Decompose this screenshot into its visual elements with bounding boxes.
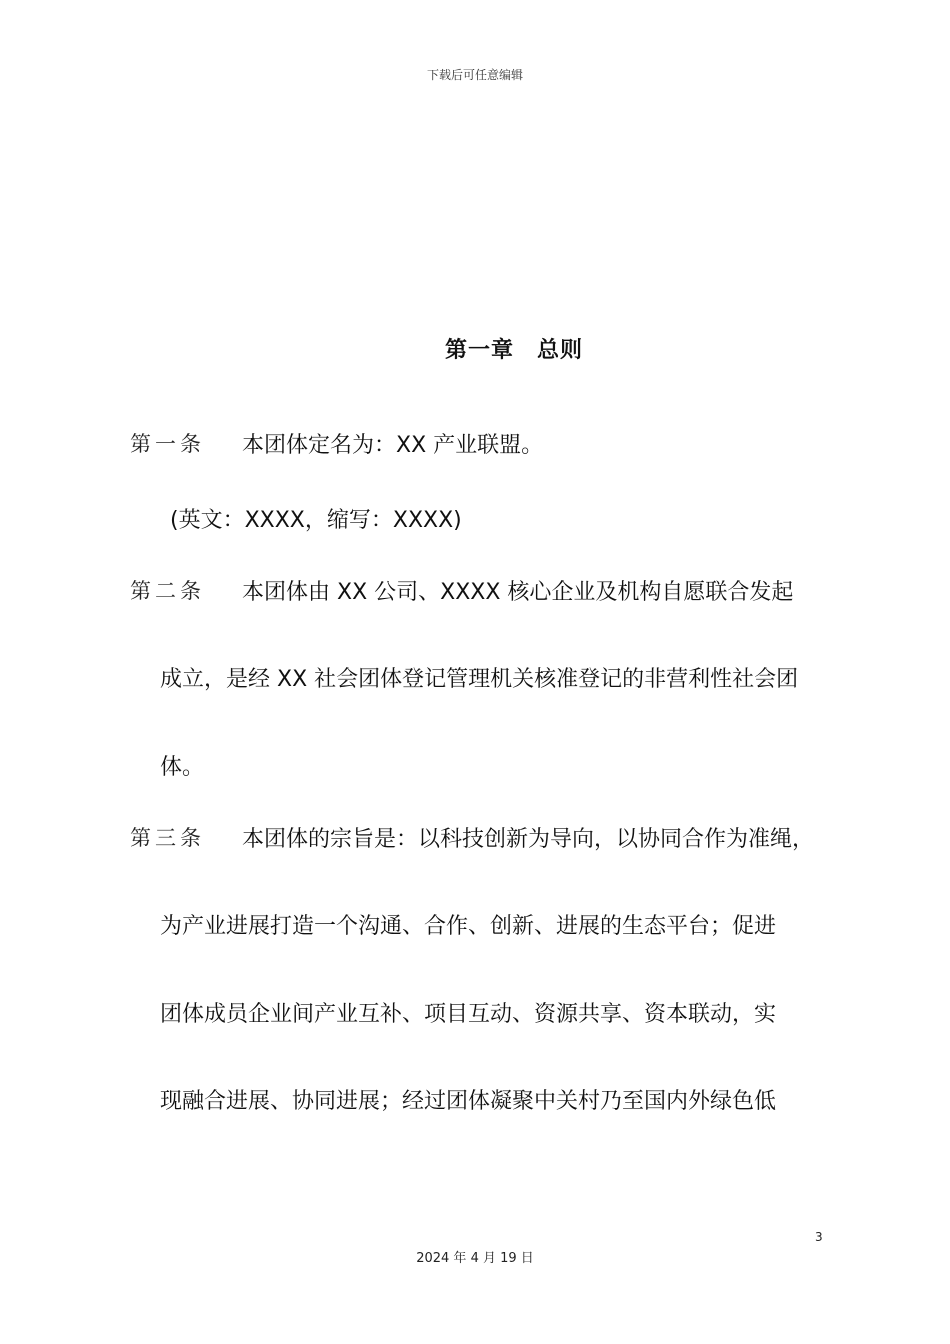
page-number: 3 (815, 1230, 823, 1244)
article-3-label: 第三条 (130, 826, 205, 850)
article-3-line-2: 为产业进展打造一个沟通、合作、创新、进展的生态平台；促进 (160, 914, 777, 939)
footer-date: 2024 年 4 月 19 日 (416, 1251, 534, 1266)
article-2-line-1: 本团体由 XX 公司、XXXX 核心企业及机构自愿联合发起 (242, 580, 794, 605)
article-1-line-2: (英文：XXXX，缩写：XXXX) (170, 508, 462, 533)
article-2-line-3: 体。 (160, 755, 205, 780)
article-3-line-1: 本团体的宗旨是：以科技创新为导向，以协同合作为准绳， (242, 827, 815, 852)
article-1-label: 第一条 (130, 432, 205, 456)
article-1-line-1: 本团体定名为：XX 产业联盟。 (242, 433, 544, 458)
article-2-label: 第二条 (130, 579, 205, 603)
article-2-line-2: 成立，是经 XX 社会团体登记管理机关核准登记的非营利性社会团 (160, 667, 799, 692)
chapter-title: 第一章 总则 (444, 338, 583, 363)
article-3-line-3: 团体成员企业间产业互补、项目互动、资源共享、资本联动，实 (160, 1002, 777, 1027)
header-note: 下载后可任意编辑 (426, 68, 523, 82)
article-3-line-4: 现融合进展、协同进展；经过团体凝聚中关村乃至国内外绿色低 (160, 1089, 777, 1114)
